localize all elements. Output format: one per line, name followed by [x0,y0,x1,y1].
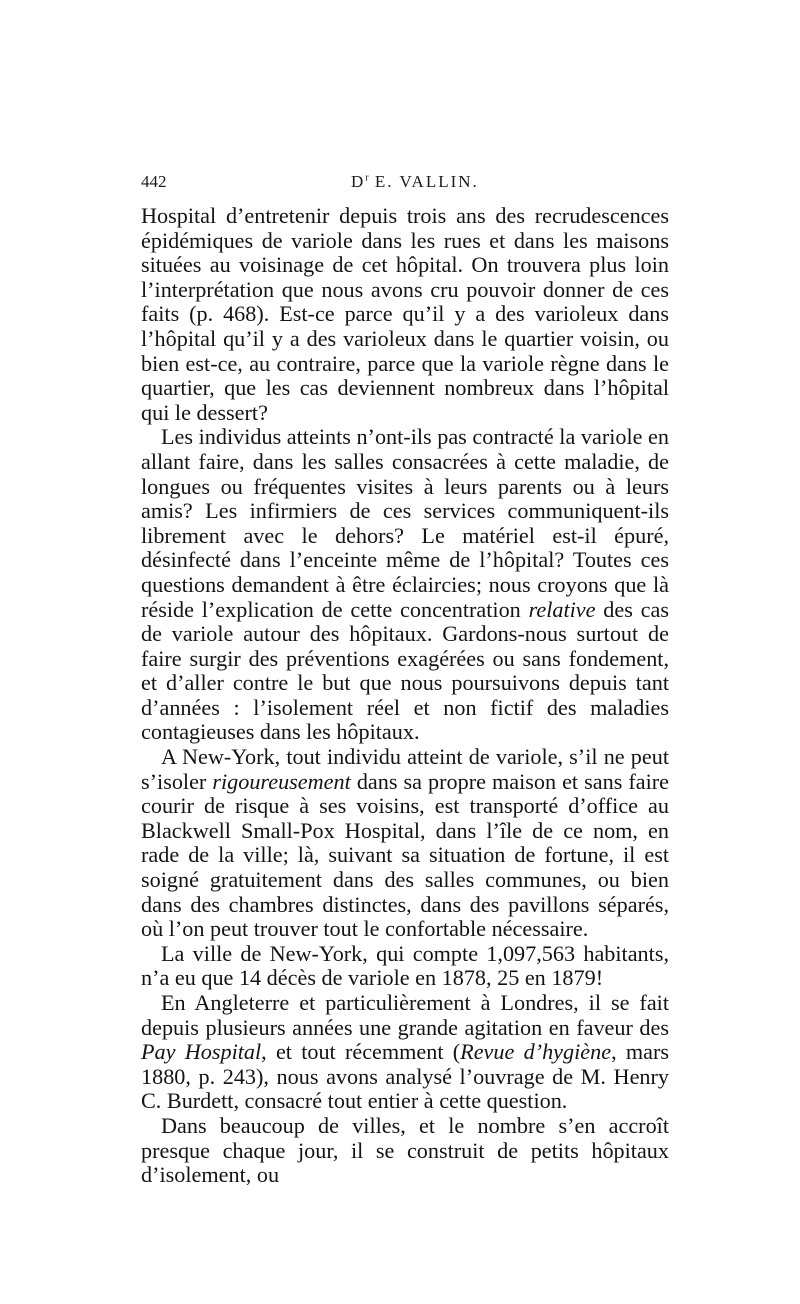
paragraph: La ville de New-York, qui compte 1,097,563 habitants, n’a eu que 14 décès de variole en 1878, 25 en 1879! [141,940,669,991]
body-text [141,204,669,1188]
text-run: des cas de variole autour des hôpitaux. Gardons-nous surtout de faire surgir des préventions exagérées ou sans fondement, et d’aller contre le but que nous poursuivons depuis tant d’années : l’isolement réel et non fictif des maladies contagieuses dans les hôpitaux. [141,596,669,745]
paragraph: Dans beaucoup de villes, et le nombre s’en accroît presque chaque jour, il se construit de petits hôpitaux d’isolement, ou [141,1112,669,1188]
text-run: Les individus atteints n’ont-ils pas contracté la variole en allant faire, dans les salles consacrées à cette maladie, de longues ou fréquentes visites à leurs parents ou à leurs amis? Les infirmiers de ces services communiquent-ils librement avec le dehors? Le matériel est-il épuré, désinfecté dans l’enceinte même de l’hôpital? Toutes ces questions demandent à être éclaircies; nous croyons que là réside l’explication de cette concentration [141,424,669,622]
text-run: A New-York, tout individu atteint de variole, s’il ne peut s’isoler [141,744,669,794]
author-name: E. VALLIN. [368,172,479,191]
italic-text: rigoureusement [212,768,351,794]
paragraph: Hospital d’entretenir depuis trois ans des recrudescences épidémiques de variole dans les rues et dans les maisons situées au voisinage de cet hôpital. On trouvera plus loin l’interprétation que nous avons cru pouvoir donner de ces faits (p. 468). Est-ce parce qu’il y a des varioleux dans l’hôpital qu’il y a des varioleux dans le quartier voisin, ou bien est-ce, au contraire, parce que la variole règne dans le quartier, que les cas deviennent nombreux dans l’hôpital qui le dessert? [141,203,669,425]
text-run: , et tout récemment ( [261,1039,461,1065]
italic-text: Pay Hospital [141,1039,262,1065]
running-head [351,172,479,192]
paragraph [141,745,669,942]
paragraph [141,425,669,745]
author-sup: r [365,172,369,184]
author-prefix: D [351,172,366,191]
text-run: dans sa propre maison et sans faire courir de risque à ses voisins, est transporté d’office au Blackwell Small-Pox Hospital, dans l’île de ce nom, en rade de la ville; là, suivant sa situation de fortune, il est soigné gratuitement dans des salles communes, ou bien dans des chambres distinctes, dans des pavillons séparés, où l’on peut trouver tout le confortable nécessaire. [141,768,669,942]
italic-text: Revue d’hygiène [460,1039,612,1065]
italic-text: relative [528,596,596,622]
page-number: 442 [141,172,167,191]
text-run: , mars 1880, p. 243), nous avons analysé l’ouvrage de M. Henry C. Burdett, consacré tout entier à cette question. [141,1039,669,1114]
page-header [141,172,669,198]
paragraph [141,991,669,1114]
text-run: En Angleterre et particulièrement à Londres, il se fait depuis plusieurs années une grande agitation en faveur des [141,990,669,1040]
